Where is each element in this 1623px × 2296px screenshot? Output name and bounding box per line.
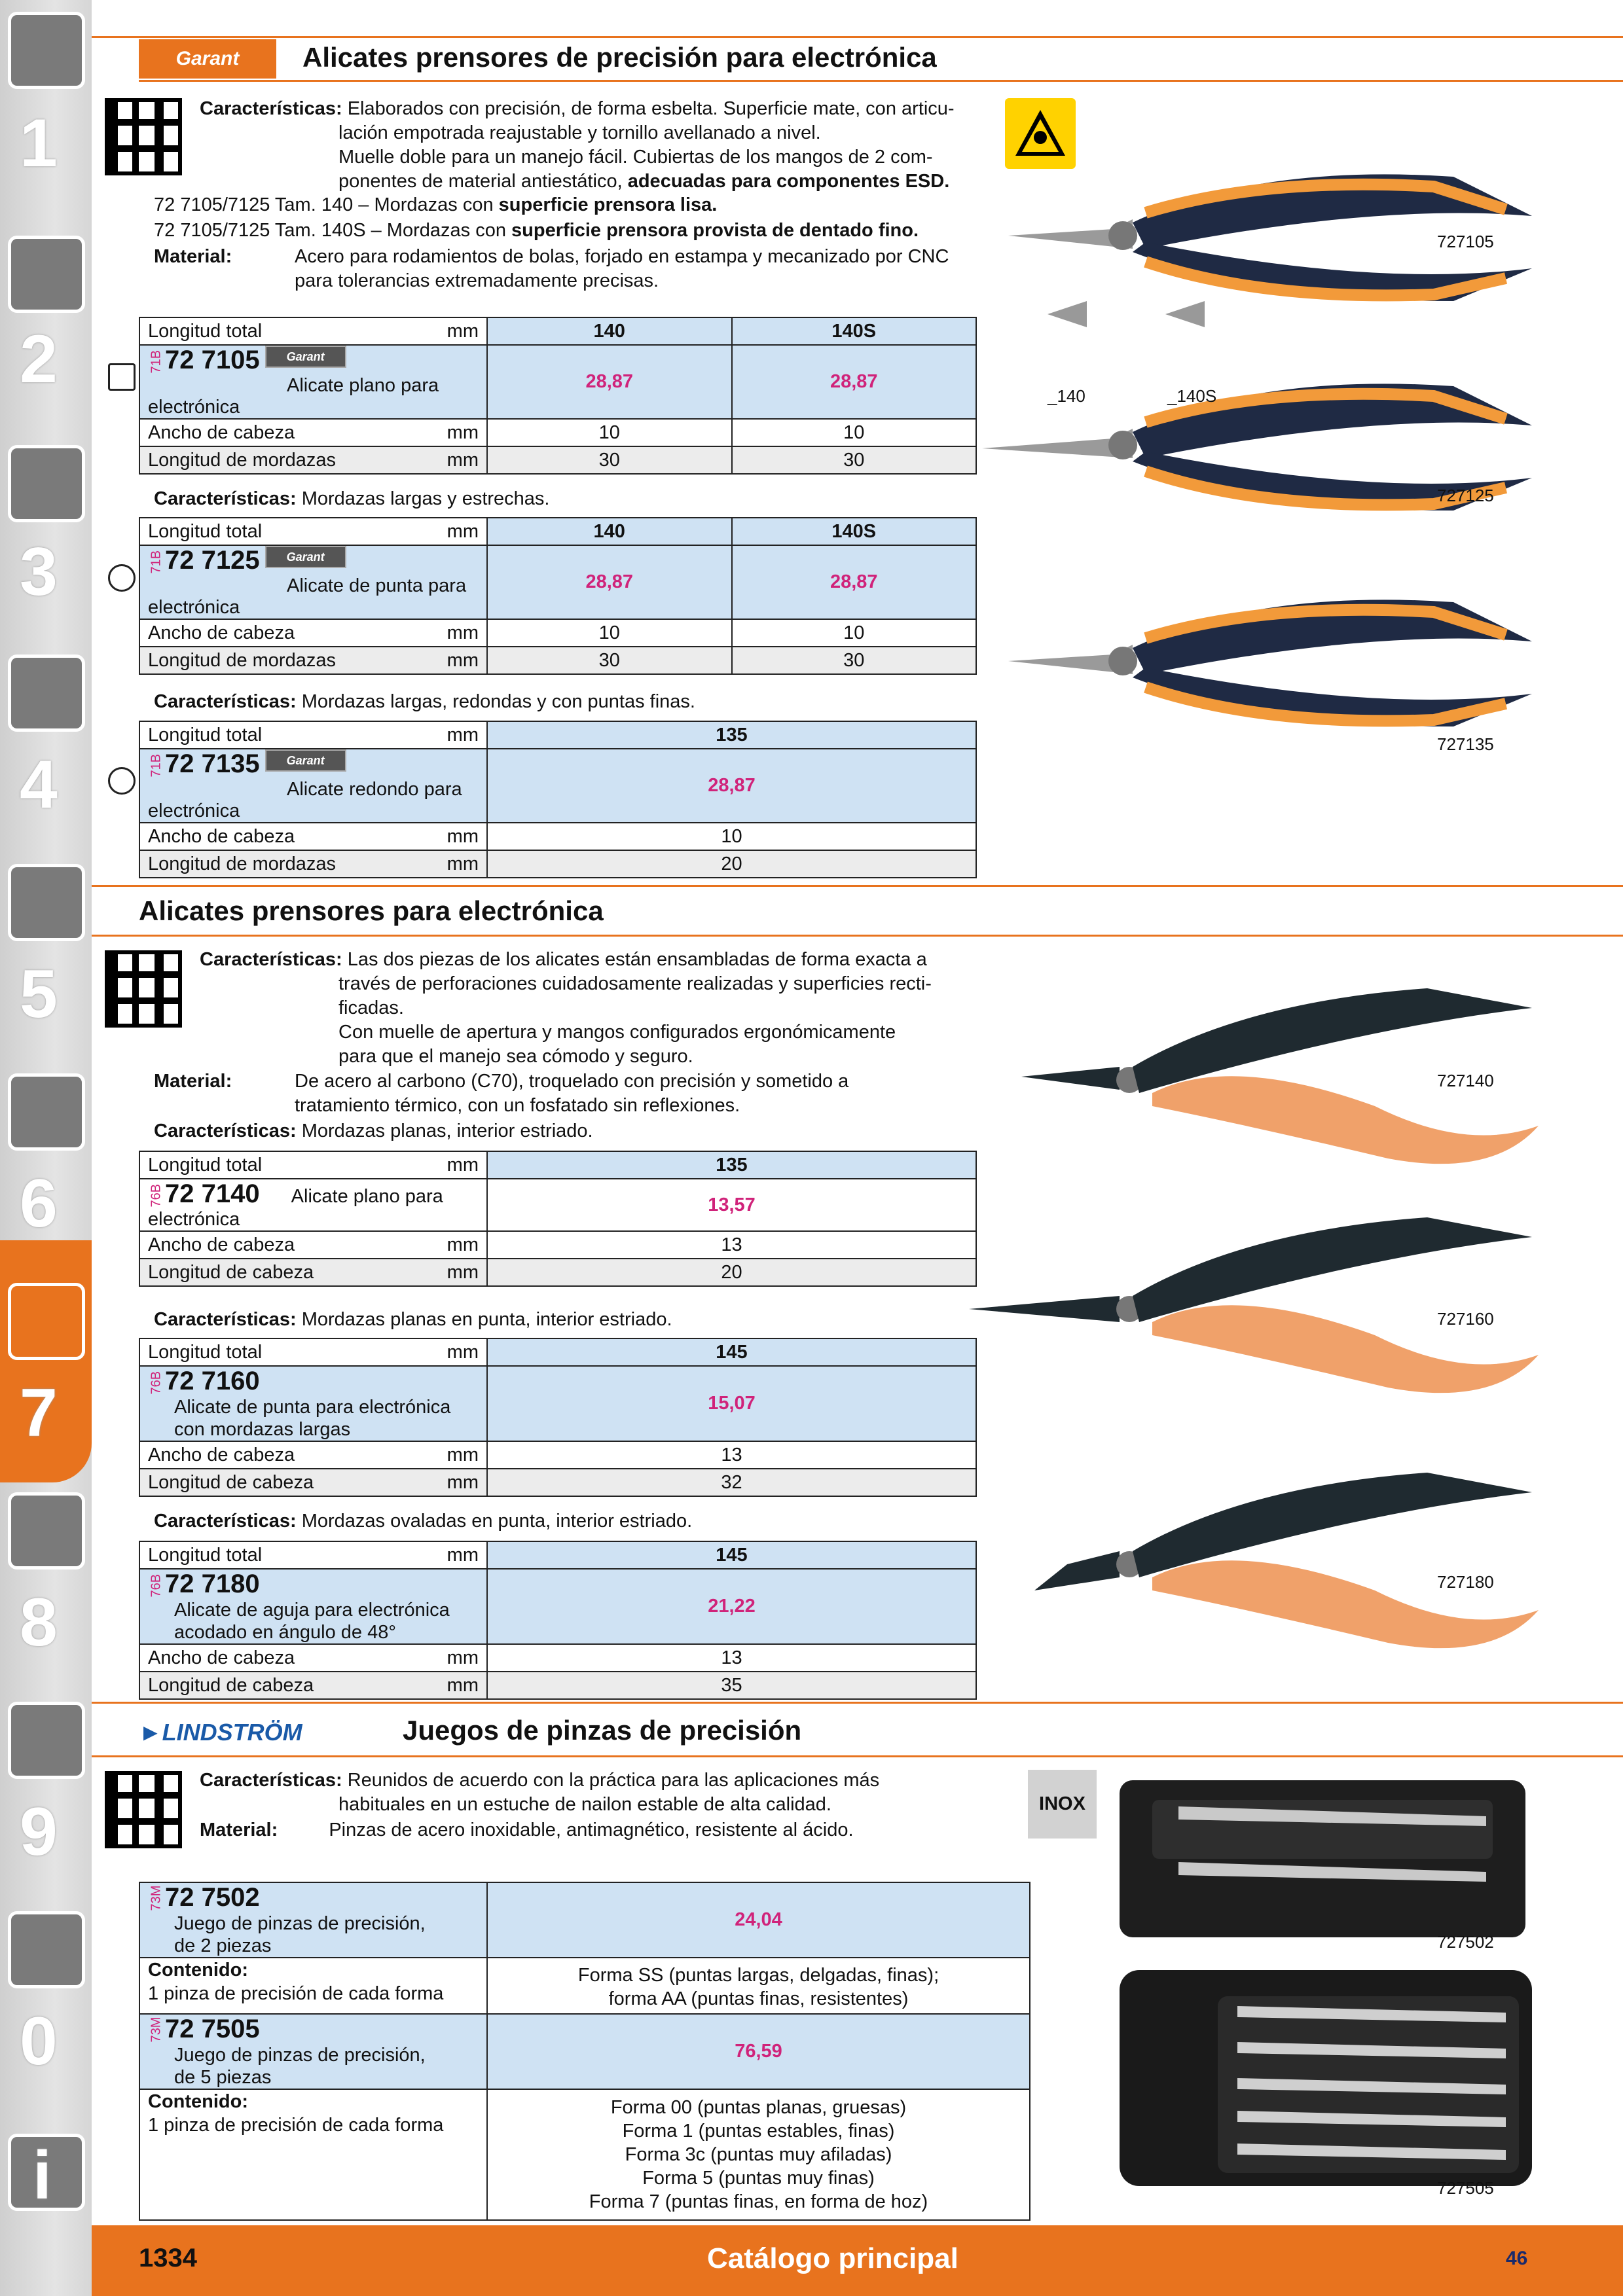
tweezer-set-illustrations: [1106, 1767, 1565, 2199]
qr-code-icon[interactable]: [105, 1771, 182, 1848]
spec-value: 13: [487, 1231, 976, 1259]
feat-line: lación empotrada reajustable y tornillo avellanado a nivel.: [338, 122, 821, 143]
image-ref: 727125: [1437, 486, 1494, 505]
article-cell[interactable]: [139, 1882, 487, 1958]
product-table-727505: [139, 2013, 1030, 2221]
size-header: 135: [487, 721, 976, 749]
pliers-727135-image: [1008, 600, 1532, 726]
product-name: de 5 piezas: [174, 2067, 272, 2088]
features-727140: Características: Mordazas planas, interior estriado.: [154, 1121, 593, 1141]
section1-title: Alicates prensores de precisión para electrónica: [302, 42, 937, 73]
spec-value: 30: [732, 647, 977, 674]
jaw-140-image: [1048, 301, 1087, 327]
chapter-4[interactable]: 4: [20, 747, 58, 823]
contents-forms: Forma SS (puntas largas, delgadas, finas); forma AA (puntas finas, resistentes): [487, 1958, 1030, 2017]
qr-code-icon[interactable]: [105, 98, 182, 175]
qr-code-icon[interactable]: [105, 950, 182, 1028]
chuck-icon[interactable]: [8, 445, 85, 522]
chapter-7[interactable]: 7: [20, 1375, 58, 1451]
catalog-title: Catálogo principal: [707, 2242, 958, 2274]
header-cell: Longitud total mm: [139, 1151, 487, 1179]
product-name: Alicate redondo para electrónica: [148, 779, 462, 821]
product-name: Juego de pinzas de precisión,: [174, 2045, 426, 2066]
product-table-727105: [139, 317, 977, 475]
product-table-727125: [139, 517, 977, 675]
spec-value: 10: [487, 619, 732, 647]
inox-badge: INOX: [1028, 1770, 1097, 1839]
tweezer-set-727502-image: [1120, 1780, 1525, 1937]
price-code: 73M: [149, 2017, 164, 2043]
feat-line: Muelle doble para un manejo fácil. Cubiertas de los mangos de 2 com-: [338, 147, 933, 168]
section2-title: Alicates prensores para electrónica: [139, 895, 604, 926]
product-name: Alicate de aguja para electrónica: [174, 1600, 450, 1621]
article-number[interactable]: 72 7160: [165, 1367, 260, 1395]
top-rule: [92, 36, 1623, 38]
material-label: Material:: [154, 246, 232, 267]
image-ref: 727135: [1437, 734, 1494, 754]
spec-value: 20: [487, 1259, 976, 1286]
section2-features: Características: Las dos piezas de los alicates están ensambladas de forma exacta a través de perforaciones cuidadosamente realizadas y superficies recti- ficadas. Con muelle de apertura y mangos configurados ergonómicamente para que el manejo sea cómodo y seguro.: [200, 949, 932, 1067]
spec-label: Longitud de cabeza mm: [139, 1672, 487, 1699]
price-code: 76B: [149, 1573, 164, 1598]
article-cell[interactable]: [139, 1569, 487, 1644]
product-table-727180: [139, 1541, 977, 1700]
wrench-icon[interactable]: [8, 1073, 85, 1151]
product-name: Juego de pinzas de precisión,: [174, 1913, 426, 1934]
section-rule: [92, 885, 1623, 887]
section-rule: [92, 1755, 1623, 1757]
note-bold: superficie prensora lisa.: [498, 194, 718, 215]
pliers-727180-image: [1034, 1473, 1539, 1648]
features-727125: Características: Mordazas largas y estrechas.: [154, 488, 550, 509]
article-number[interactable]: 72 7140: [165, 1179, 260, 1208]
article-number[interactable]: 72 7505: [165, 2015, 260, 2043]
features-727180: Características: Mordazas ovaladas en punta, interior estriado.: [154, 1511, 693, 1532]
spec-value: 13: [487, 1441, 976, 1469]
spec-label: Ancho de cabeza mm: [139, 1441, 487, 1469]
article-number[interactable]: 72 7125: [165, 546, 260, 575]
product-name: acodado en ángulo de 48°: [174, 1622, 396, 1643]
size-header: 145: [487, 1338, 976, 1366]
material-line: para tolerancias extremadamente precisas.: [295, 270, 659, 291]
note-bold: superficie prensora provista de dentado fino.: [511, 220, 919, 241]
price: 21,22: [487, 1569, 976, 1644]
spec-value: 10: [732, 419, 977, 446]
price-code: 71B: [149, 550, 164, 574]
article-cell[interactable]: [139, 2014, 487, 2089]
note-text: 72 7105/7125 Tam. 140 – Mordazas con: [154, 194, 499, 215]
note-text: 72 7105/7125 Tam. 140S – Mordazas con: [154, 220, 512, 241]
price: 28,87: [732, 545, 977, 619]
section3-material: Material: Pinzas de acero inoxidable, antimagnético, resistente al ácido.: [200, 1820, 854, 1840]
chapter-5[interactable]: 5: [20, 956, 58, 1032]
spec-label: Ancho de cabeza mm: [139, 823, 487, 850]
spec-value: 30: [487, 647, 732, 674]
price: 15,07: [487, 1366, 976, 1441]
contents-cell: Contenido: 1 pinza de precisión de cada forma: [139, 2089, 487, 2220]
drill-icon[interactable]: [8, 12, 85, 89]
header-cell: Longitud total mm: [139, 721, 487, 749]
grinding-disc-icon[interactable]: [8, 864, 85, 941]
page-number: 1334: [139, 2244, 197, 2272]
price: 13,57: [487, 1179, 976, 1231]
safety-glasses-icon[interactable]: [8, 1911, 85, 1988]
spec-value: 10: [487, 419, 732, 446]
header-cell: Longitud total mm: [139, 1338, 487, 1366]
garant-small-logo: Garant: [265, 346, 346, 368]
price: 28,87: [487, 545, 732, 619]
flat-jaw-icon: [108, 363, 136, 391]
pliers-icon[interactable]: [8, 1283, 85, 1360]
page-sub-number: 46: [1506, 2248, 1528, 2269]
article-cell[interactable]: [139, 1366, 487, 1441]
product-name: Alicate de punta para electrónica: [148, 575, 467, 618]
spec-value: 35: [487, 1672, 976, 1699]
spec-label: Longitud de mordazas mm: [139, 850, 487, 878]
size-header: 135: [487, 1151, 976, 1179]
features-727135: Características: Mordazas largas, redondas y con puntas finas.: [154, 691, 695, 712]
article-number[interactable]: 72 7502: [165, 1883, 260, 1912]
spec-value: 10: [732, 619, 977, 647]
article-cell[interactable]: [139, 345, 487, 419]
price: 28,87: [487, 749, 976, 823]
image-ref: 727140: [1437, 1071, 1494, 1090]
tweezer-set-727505-image: [1120, 1970, 1532, 2186]
product-table-727160: [139, 1338, 977, 1497]
spec-value: 20: [487, 850, 976, 878]
image-ref: 727160: [1437, 1309, 1494, 1329]
spec-label: Ancho de cabeza mm: [139, 1231, 487, 1259]
chapter-1[interactable]: 1: [20, 105, 58, 181]
feat-line: Elaborados con precisión, de forma esbelta. Superficie mate, con articu-: [347, 98, 955, 119]
header-cell: Longitud total mm: [139, 317, 487, 345]
product-name: Alicate de punta para electrónica: [174, 1397, 451, 1418]
spec-label: Ancho de cabeza mm: [139, 619, 487, 647]
chapter-8[interactable]: 8: [20, 1585, 58, 1660]
section-rule: [92, 935, 1623, 937]
round-jaw-icon: [108, 767, 136, 795]
chapter-2[interactable]: 2: [20, 321, 58, 397]
note-140s: [154, 219, 919, 243]
garant-small-logo: Garant: [265, 749, 346, 772]
image-ref: 727180: [1437, 1572, 1494, 1592]
image-ref: 727502: [1437, 1932, 1494, 1952]
material-line: Acero para rodamientos de bolas, forjado en estampa y mecanizado por CNC: [295, 246, 949, 267]
size-header: 140S: [732, 317, 977, 345]
chapter-sidebar: [0, 0, 92, 2296]
article-number[interactable]: 72 7135: [165, 749, 260, 778]
spec-label: Longitud de mordazas mm: [139, 647, 487, 674]
image-ref: 727105: [1437, 232, 1494, 251]
contents-cell: Contenido: 1 pinza de precisión de cada forma: [139, 1958, 487, 2017]
price-code: 76B: [149, 1371, 164, 1395]
title-rule: [139, 80, 1623, 82]
contents-forms: Forma 00 (puntas planas, gruesas) Forma 1 (puntas estables, finas) Forma 3c (puntas muy afiladas) Forma 5 (puntas muy finas) Forma 7 (puntas finas, en forma de hoz): [487, 2089, 1030, 2220]
size-header: 140S: [732, 518, 977, 545]
product-name: Alicate plano para electrónica: [148, 1186, 443, 1230]
workbench-icon[interactable]: [8, 1702, 85, 1779]
article-cell[interactable]: [139, 1179, 487, 1231]
product-table-727140: [139, 1151, 977, 1287]
pliers-727160-image: [969, 1217, 1539, 1393]
caliper-icon[interactable]: [8, 655, 85, 732]
price: 28,87: [732, 345, 977, 419]
price-code: 71B: [149, 753, 164, 778]
spec-label: Longitud de cabeza mm: [139, 1469, 487, 1496]
image-ref: _140: [1048, 386, 1085, 406]
section3-title: Juegos de pinzas de precisión: [403, 1715, 802, 1746]
product-table-727502: [139, 1882, 1030, 2017]
spec-value: 30: [732, 446, 977, 474]
size-header: 145: [487, 1541, 976, 1569]
article-number[interactable]: 72 7180: [165, 1570, 260, 1598]
material-label: Material:: [154, 1071, 232, 1092]
header-cell: Longitud total mm: [139, 1541, 487, 1569]
price: 76,59: [487, 2014, 1030, 2089]
feat-label: Características:: [200, 98, 342, 119]
spec-label: Longitud de cabeza mm: [139, 1259, 487, 1286]
size-header: 140: [487, 518, 732, 545]
garant-logo: Garant: [139, 39, 276, 79]
spec-value: 10: [487, 823, 976, 850]
chapter-info[interactable]: i: [33, 2138, 52, 2214]
image-ref: 727505: [1437, 2178, 1494, 2198]
product-name: Alicate plano para electrónica: [148, 375, 439, 418]
article-cell[interactable]: [139, 545, 487, 619]
section1-features: [200, 97, 1005, 194]
header-cell: Longitud total mm: [139, 518, 487, 545]
spec-label: Longitud de mordazas mm: [139, 446, 487, 474]
section3-features: Características: Reunidos de acuerdo con la práctica para las aplicaciones más habituales en un estuche de nailon estable de alta calidad.: [200, 1770, 880, 1815]
chapter-9[interactable]: 9: [20, 1794, 58, 1870]
product-name: de 2 piezas: [174, 1935, 272, 1956]
chapter-0[interactable]: 0: [20, 2003, 58, 2079]
size-header: 140: [487, 317, 732, 345]
jaw-140s-image: [1165, 301, 1205, 327]
material-text: [295, 245, 982, 293]
feat-line: ponentes de material antiestático,: [338, 171, 628, 192]
spec-value: 30: [487, 446, 732, 474]
price: 28,87: [487, 345, 732, 419]
cutting-insert-icon[interactable]: [8, 236, 85, 313]
material-text: De acero al carbono (C70), troquelado con precisión y sometido a tratamiento térmico, con un fosfatado sin reflexiones.: [295, 1071, 849, 1116]
spec-label: Ancho de cabeza mm: [139, 1644, 487, 1672]
spec-value: 13: [487, 1644, 976, 1672]
lindstrom-logo: ►LINDSTRÖM: [139, 1719, 302, 1746]
toolcase-icon[interactable]: [8, 1492, 85, 1570]
chapter-6[interactable]: 6: [20, 1166, 58, 1242]
spec-value: 32: [487, 1469, 976, 1496]
spec-label: Ancho de cabeza mm: [139, 419, 487, 446]
image-ref: _140S: [1167, 386, 1217, 406]
article-number[interactable]: 72 7105: [165, 346, 260, 374]
price-code: 73M: [149, 1885, 164, 1911]
feat-bold: adecuadas para componentes ESD.: [627, 171, 950, 192]
price-code: 71B: [149, 350, 164, 374]
article-cell[interactable]: [139, 749, 487, 823]
price: 24,04: [487, 1882, 1030, 1958]
garant-small-logo: Garant: [265, 546, 346, 568]
chapter-3[interactable]: 3: [20, 534, 58, 610]
section-rule: [92, 1702, 1623, 1704]
note-140: [154, 193, 717, 217]
product-table-727135: [139, 721, 977, 878]
pointed-jaw-icon: [108, 564, 136, 592]
page-footer: [92, 2225, 1623, 2296]
price-code: 76B: [149, 1183, 164, 1208]
features-727160: Características: Mordazas planas en punta, interior estriado.: [154, 1309, 672, 1330]
product-name: con mordazas largas: [174, 1419, 351, 1440]
